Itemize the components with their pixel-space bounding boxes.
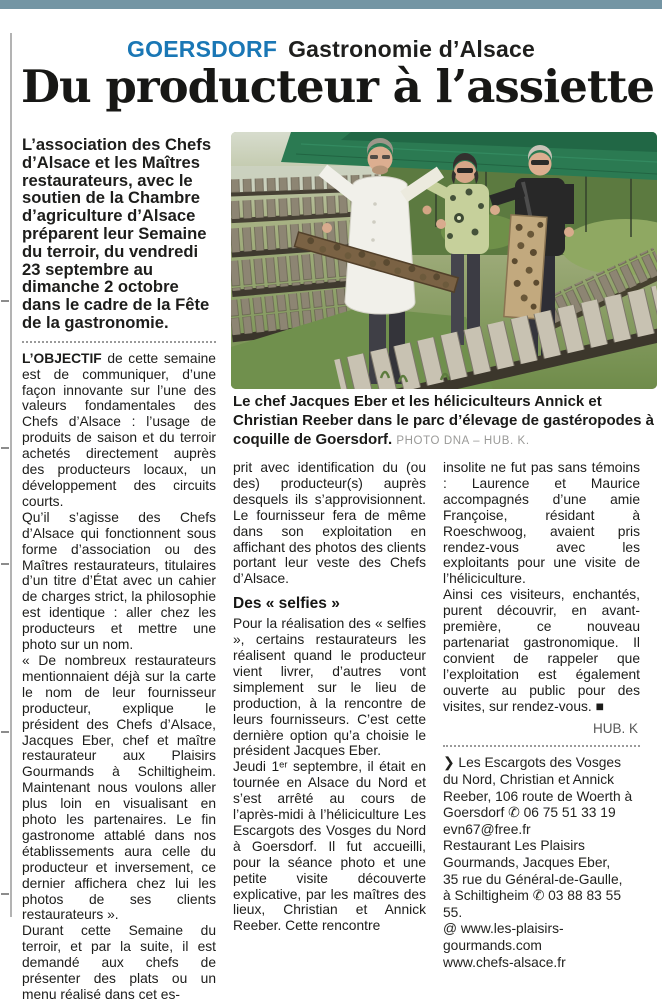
article-paragraph: « De nombreux restaurateurs mentionnaient déjà sur la carte le nom de leur fournisseur producteur, explique le président des Chefs d’Alsace, Jacques Eber, chef et maître restaurateur aux Plaisirs Gourmands à Schiltigheim. Maintenant nous voulons aller plus loin en visualisant en photo les partenaires. Le fin gastronome attablé dans nos établissements aura celle du producteur et inversement, ce dernier affichera chez lui les photos de ses clients restaurateurs ». xyxy=(22,652,216,923)
section-subhead: Des « selfies » xyxy=(233,595,340,613)
rule-tick xyxy=(1,731,9,733)
photo-caption-text: Le chef Jacques Eber et les héliciculteurs Annick et Christian Reeber dans le parc d’élevage de gastéropodes à coquille de Goersdorf. xyxy=(233,393,654,448)
kicker-topic: Gastronomie d’Alsace xyxy=(288,36,535,62)
rule-tick xyxy=(1,893,9,895)
info-line: @ www.les-plaisirs-gourmands.com xyxy=(443,921,564,953)
article-paragraph: insolite ne fut pas sans témoins : Laurence et Maurice accompagnés d’une amie Françoise, résidant à Roeschwoog, avaient pris rendez-vous avec les exploitants pour une visite de l’héliciculture. xyxy=(443,460,640,587)
article-paragraph: Qu’il s’agisse des Chefs d’Alsace qui fonctionnent sous forme d’association ou des Maîtres restaurateurs, titulaires d’un titre d’État avec un cahier de charges strict, la philosophie est identique : aller chez les producteurs et mettre une photo sur un nom. xyxy=(22,509,216,653)
info-line: à Schiltigheim ✆ 03 88 83 55 55. xyxy=(443,888,621,920)
column-3-body xyxy=(443,460,640,715)
photo-caption xyxy=(233,392,657,451)
kicker-location: GOERSDORF xyxy=(127,36,278,62)
page-top-bar xyxy=(0,0,662,9)
contact-info-block xyxy=(443,755,640,971)
rule-tick xyxy=(1,447,9,449)
article-intro: L’association des Chefs d’Alsace et les Maîtres restaurateurs, avec le soutien de la Chambre d’agriculture d’Alsace préparent leur Semaine du terroir, du vendredi 23 septembre au dimanche 2 octobre dans le cadre de la Fête de la gastronomie. xyxy=(22,135,212,332)
article-paragraph: L’OBJECTIF de cette semaine est de communiquer, d’une façon innovante sur l’une des valeurs fondamentales des Chefs d’Alsace : l’usage de produits de saison et du terroir achetés directement auprès des producteurs locaux, un développement des circuits courts. xyxy=(22,350,216,509)
column-1-body xyxy=(22,351,216,1003)
photo-illustration xyxy=(231,132,657,389)
column-rule-left xyxy=(10,33,12,917)
paragraph-lead-word: L’OBJECTIF xyxy=(22,350,102,366)
column-1 xyxy=(22,136,216,1003)
byline: HUB. K xyxy=(592,720,638,736)
article-paragraph: Durant cette Semaine du terroir, et par la suite, il est demandé aux chefs de présenter des plats ou un menu réalisé dans cet es- xyxy=(22,923,216,1003)
column-2-body xyxy=(233,460,426,934)
dotted-divider xyxy=(443,745,640,747)
info-line: ❯ Les Escargots des Vosges du Nord, Christian et Annick Reeber, 106 route de Woerth à Goersdorf ✆ 06 75 51 33 19 evn67@free.fr xyxy=(443,755,633,837)
article-paragraph: Ainsi ces visiteurs, enchantés, purent découvrir, en avant-première, ce nouveau partenariat gastronomique. Il convient de rappeler que l’exploitation est également ouverte au public pour des visites, sur rendez-vous. ■ xyxy=(443,587,640,714)
info-line: 35 rue du Général-de-Gaulle, xyxy=(443,871,623,887)
info-line: Restaurant Les Plaisirs Gourmands, Jacques Eber, xyxy=(443,838,611,870)
article-paragraph: Jeudi 1ᵉʳ septembre, il était en tournée en Alsace du Nord et s’est arrêté au cours de l’après-midi à l’héliciculture Les Escargots des Vosges du Nord à Goersdorf. Il fut accueilli, pour la séance photo et une petite visite découverte explicative, par les maîtres des lieux, Christian et Annick Reeber. Cette rencontre xyxy=(233,759,426,934)
info-line: www.chefs-alsace.fr xyxy=(443,954,566,970)
photo-credit: PHOTO DNA – HUB. K. xyxy=(396,435,530,447)
column-3 xyxy=(443,460,640,971)
column-2 xyxy=(233,460,426,934)
rule-tick xyxy=(1,563,9,565)
article-photo xyxy=(231,132,657,389)
dotted-divider xyxy=(22,341,216,343)
article-headline: Du producteur à l’assiette xyxy=(21,60,655,113)
rule-tick xyxy=(1,300,9,302)
article-paragraph: Pour la réalisation des « selfies », certains restaurateurs les réalisent quand le producteur vient livrer, d’autres vont simplement sur le lieu de production, à la rencontre de leurs fournisseurs. C’est cette dernière option qu’a choisie le président Jacques Eber. xyxy=(233,616,426,759)
kicker xyxy=(0,36,662,63)
article-paragraph: prit avec identification du (ou des) producteur(s) auprès desquels ils s’approvisionnent. Le fournisseur fera de même dans son exploitation en affichant des photos des clients portant leur veste des Chefs d’Alsace. xyxy=(233,460,426,587)
